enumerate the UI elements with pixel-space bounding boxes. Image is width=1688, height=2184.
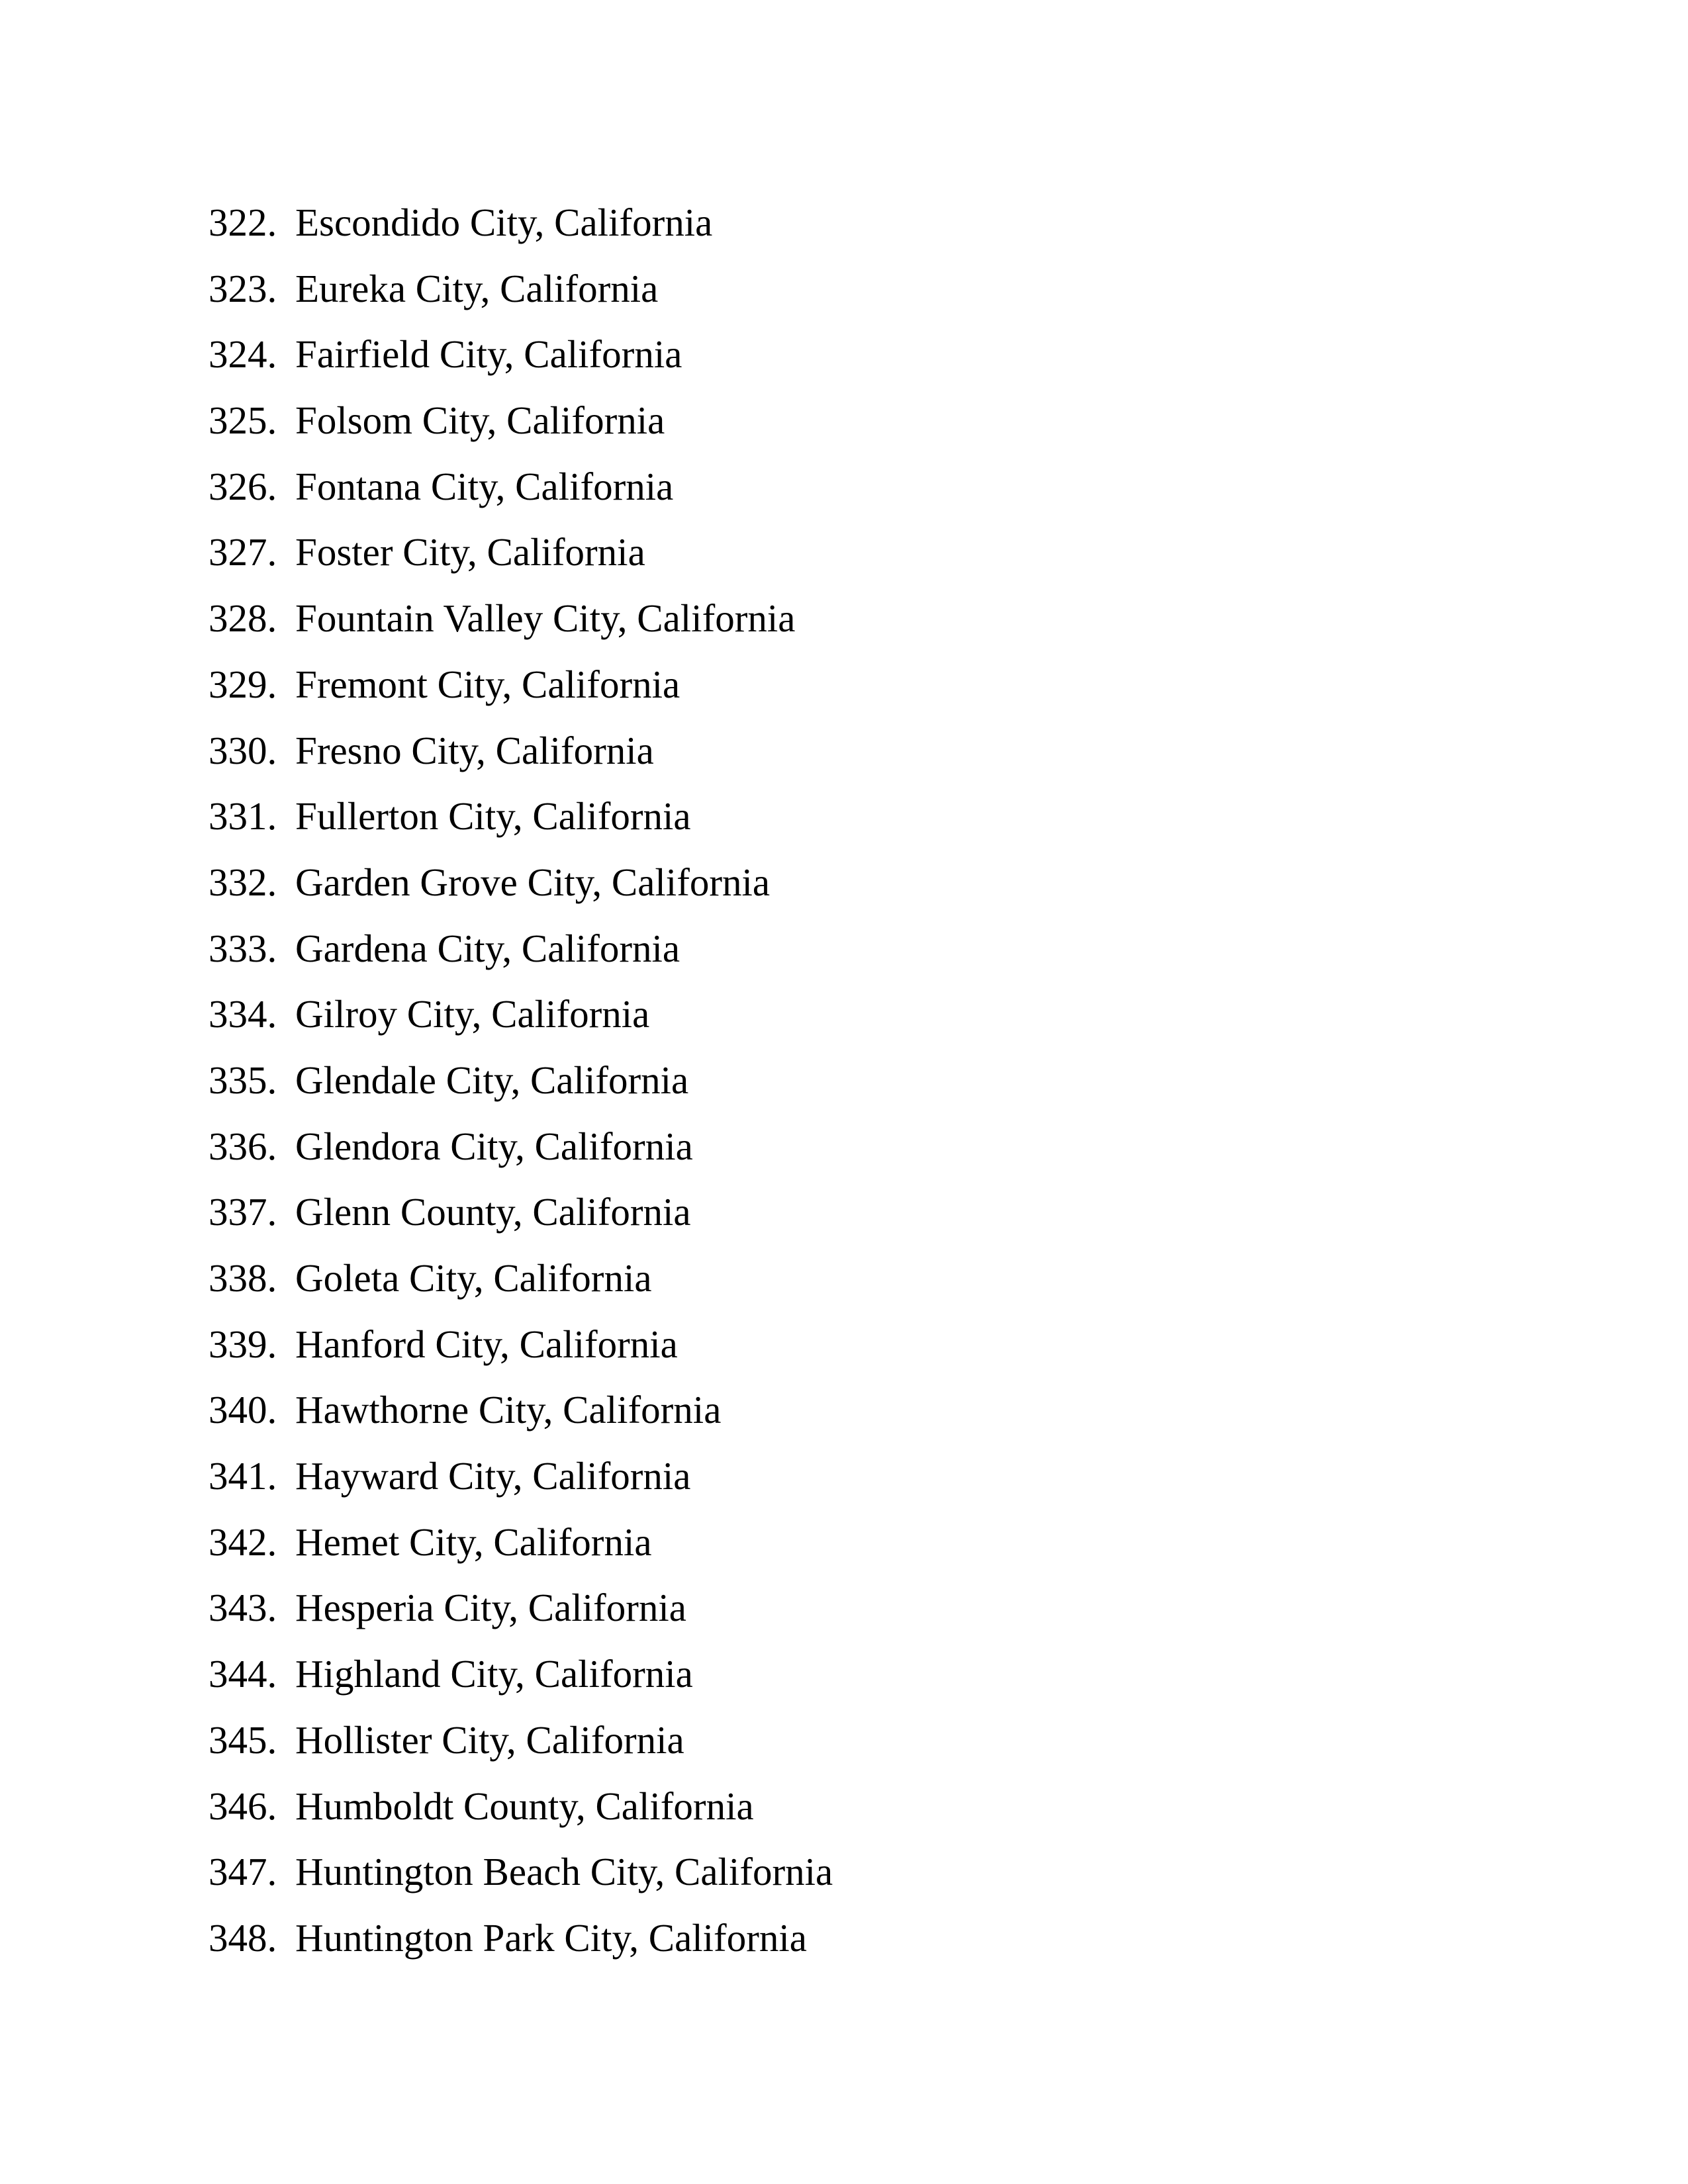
city-list (209, 196, 833, 1978)
list-item (209, 1383, 833, 1449)
list-item-number: 346. (209, 1784, 277, 1828)
list-item-number: 329. (209, 662, 277, 706)
list-item (209, 922, 833, 988)
list-item (209, 724, 833, 790)
list-item-text: Garden Grove City, California (295, 860, 771, 904)
list-item-text: Glendora City, California (295, 1124, 693, 1168)
list-item-text: Glenn County, California (295, 1190, 691, 1234)
list-item-number: 332. (209, 860, 277, 904)
list-item-number: 339. (209, 1322, 277, 1366)
list-item (209, 394, 833, 460)
list-item-text: Fountain Valley City, California (295, 596, 796, 641)
list-item-text: Goleta City, California (295, 1256, 652, 1300)
list-item-number: 324. (209, 332, 277, 377)
list-item (209, 1780, 833, 1846)
list-item-number: 336. (209, 1124, 277, 1168)
list-item-number: 323. (209, 266, 277, 310)
list-item (209, 1318, 833, 1384)
list-item-text: Huntington Park City, California (295, 1915, 807, 1960)
list-item-text: Folsom City, California (295, 398, 665, 443)
list-item-text: Fontana City, California (295, 464, 674, 508)
list-item (209, 328, 833, 394)
list-item-text: Hesperia City, California (295, 1586, 686, 1630)
list-item-number: 343. (209, 1586, 277, 1630)
list-item (209, 1185, 833, 1251)
list-item-number: 322. (209, 201, 277, 244)
list-item (209, 987, 833, 1054)
list-item-number: 342. (209, 1520, 277, 1564)
list-item-text: Hayward City, California (295, 1454, 691, 1498)
list-item (209, 1054, 833, 1120)
list-item (209, 196, 833, 262)
list-item-number: 333. (209, 926, 277, 970)
list-item (209, 460, 833, 526)
list-item-text: Gilroy City, California (295, 992, 650, 1036)
list-item-number: 337. (209, 1190, 277, 1234)
list-item-text: Hawthorne City, California (295, 1388, 722, 1432)
list-item (209, 856, 833, 922)
list-item (209, 1516, 833, 1582)
list-item-number: 341. (209, 1454, 277, 1498)
list-item-text: Fairfield City, California (295, 332, 682, 377)
list-item (209, 1845, 833, 1911)
list-item (209, 1713, 833, 1780)
list-item-number: 335. (209, 1058, 277, 1102)
list-item (209, 1647, 833, 1713)
list-item-number: 325. (209, 398, 277, 443)
list-item (209, 1251, 833, 1318)
list-item-text: Hollister City, California (295, 1717, 684, 1762)
list-item (209, 525, 833, 592)
list-item-number: 347. (209, 1850, 277, 1894)
list-item (209, 1911, 833, 1978)
list-item (209, 1120, 833, 1186)
list-item-number: 328. (209, 596, 277, 641)
list-item-text: Hemet City, California (295, 1520, 652, 1564)
list-item-text: Humboldt County, California (295, 1784, 754, 1828)
list-item-text: Foster City, California (295, 530, 645, 574)
list-item-text: Highland City, California (295, 1652, 693, 1696)
list-item (209, 1449, 833, 1516)
list-item-text: Fremont City, California (295, 662, 680, 706)
list-item (209, 262, 833, 328)
list-item-number: 348. (209, 1915, 277, 1960)
list-item-number: 331. (209, 794, 277, 839)
list-item-text: Fresno City, California (295, 728, 654, 772)
list-item (209, 658, 833, 724)
list-item-number: 340. (209, 1388, 277, 1432)
list-item-text: Hanford City, California (295, 1322, 678, 1366)
list-item-text: Huntington Beach City, California (295, 1850, 833, 1894)
list-item-number: 338. (209, 1256, 277, 1300)
list-item-text: Gardena City, California (295, 926, 680, 970)
list-item-number: 344. (209, 1652, 277, 1696)
list-item-number: 330. (209, 728, 277, 772)
list-item-number: 326. (209, 464, 277, 508)
list-item (209, 790, 833, 856)
list-item-text: Escondido City, California (295, 201, 713, 244)
list-item-text: Eureka City, California (295, 266, 659, 310)
list-item (209, 1581, 833, 1647)
list-item-number: 327. (209, 530, 277, 574)
list-item-number: 334. (209, 992, 277, 1036)
list-item (209, 592, 833, 658)
list-item-text: Glendale City, California (295, 1058, 689, 1102)
list-item-number: 345. (209, 1717, 277, 1762)
list-item-text: Fullerton City, California (295, 794, 691, 839)
